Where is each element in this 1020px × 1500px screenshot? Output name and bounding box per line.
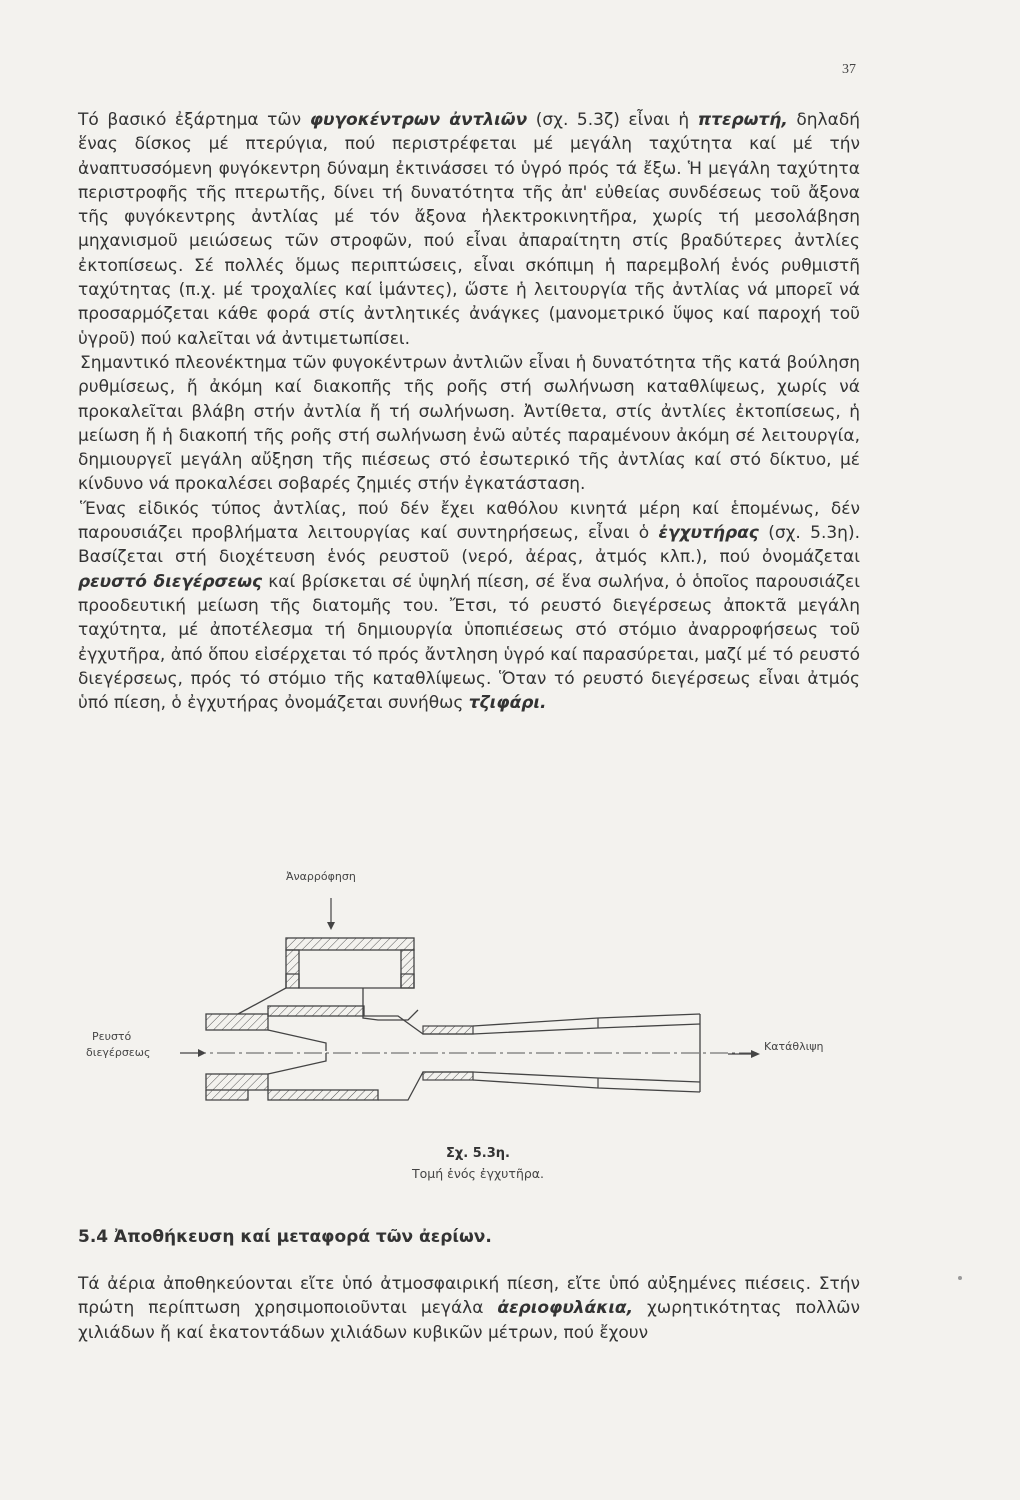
page-number: 37 — [842, 62, 856, 77]
suction-wall-right — [401, 950, 414, 988]
label-drive-fluid-line1: Ρευστό — [92, 1030, 132, 1043]
diffuser-inner-top — [473, 1024, 700, 1034]
nozzle-taper-top — [268, 1030, 326, 1051]
diffuser-outer-bottom — [473, 1080, 700, 1092]
paragraph-1-text-b: (σχ. 5.3ζ) εἶναι ἡ — [527, 110, 698, 130]
nozzle-taper-bottom — [268, 1053, 326, 1074]
body-wall-bottom — [268, 1090, 378, 1100]
body-wall-top — [268, 1006, 364, 1016]
section-text-b: χωρητικότητας πολλῶν χιλιάδων ἤ καί ἑκατοντάδων χιλιάδων κυβικῶν μέτρων, πού ἔχουν — [78, 1298, 860, 1343]
term-tzifari: τζιφάρι. — [468, 693, 547, 714]
paragraph-3-text-b: (σχ. 5.3η). Βασίζεται στή διοχέτευση ἑνός ρευστοῦ (νερό, ἀέρας, ἀτμός κλπ.), πού ὀνομάζεται — [78, 523, 860, 568]
nozzle-upper — [206, 1014, 268, 1030]
section-text-a: Τά ἀέρια ἀποθηκεύονται εἴτε ὑπό ἀτμοσφαιρική πίεση, εἴτε ὑπό αὐξημένες πιέσεις. Στήν πρώτη περίπτωση χρησιμοποιοῦνται μεγάλα — [78, 1274, 860, 1319]
nozzle-base — [206, 1090, 248, 1100]
suction-arrowhead — [327, 922, 335, 930]
suction-wall-left — [286, 950, 299, 988]
paragraph-2: Σημαντικό πλεονέκτημα τῶν φυγοκέντρων ἀντλιῶν εἶναι ἡ δυνατότητα τῆς κατά βούληση ρυθμίσεως, ἤ ἀκόμη καί διακοπῆς τῆς ροῆς στή σωλήνωση καταθλίψεως, χωρίς νά προκαλεῖται βλάβη στήν ἀντλία ἤ τή σωλήνωση. Ἀντίθετα, στίς ἀντλίες ἐκτοπίσεως, ἡ μείωση ἤ ἡ διακοπή τῆς ροῆς στή σωλήνωση ἐνῶ αὐτές παραμένουν ἀκόμη σέ λειτουργία, δημιουργεῖ μεγάλη αὔξηση τῆς πιέσεως στό ἐσωτερικό τῆς ἀντλίας καί στό δίκτυο, μέ κίνδυνο νά προκαλέσει σοβαρές ζημιές στήν ἐγκατάσταση. — [78, 352, 860, 495]
suction-flange — [286, 938, 414, 950]
discharge-arrowhead — [751, 1050, 760, 1058]
label-discharge: Κατάθλιψη — [764, 1040, 824, 1053]
section-heading: 5.4 Ἀποθήκευση καί μεταφορά τῶν ἀερίων. — [78, 1227, 492, 1247]
label-drive-fluid-line2: διεγέρσεως — [86, 1046, 151, 1059]
paragraph-3-text-a: Ἕνας εἰδικός τύπος ἀντλίας, πού δέν ἔχει καθόλου κινητά μέρη καί ἑπομένως, δέν παρουσιάζει προβλήματα λειτουργίας καί συντηρήσεως, εἶναι ὁ — [78, 498, 860, 544]
diffuser-outer-top — [473, 1014, 700, 1026]
term-impeller: πτερωτή, — [697, 110, 788, 130]
figure-caption-number: Σχ. 5.3η. — [446, 1146, 510, 1161]
drive-fluid-arrowhead — [198, 1049, 206, 1057]
paragraph-3-text-c: καί βρίσκεται σέ ὑψηλή πίεση, σέ ἕνα σωλήνα, ὁ ὁποῖος παρουσιάζει προοδευτική μείωση τῆς διατομῆς του. Ἔτσι, τό ρευστό διεγέρσεως ἀποκτᾶ μεγάλη ταχύτητα, μέ ἀποτέλεσμα τή δημιουργία ὑποπιέσεως στό στόμιο ἀναρροφήσεως τοῦ ἐγχυτῆρα, ἀπό ὅπου εἰσέρχεται τό πρός ἄντληση ὑγρό καί παρασύρεται, μαζί μέ τό ρευστό διεγέρσεως, πρός τό στόμιο τῆς καταθλίψεως. Ὅταν τό ρευστό διεγέρσεως εἶναι ἀτμός ὑπό πίεση, ὁ ἐγχυτήρας ὀνομάζεται συνήθως — [78, 571, 860, 714]
paragraph-1-text-c: δηλαδή ἕνας δίσκος μέ πτερύγια, πού περιστρέφεται μέ μεγάλη ταχύτητα καί μέ τήν ἀναπτυσσόμενη φυγόκεντρη δύναμη ἐκτινάσσει τό ὑγρό πρός τά ἔξω. Ἡ μεγάλη ταχύτητα περιστροφῆς τῆς πτερωτῆς, δίνει τή δυνατότητα τῆς ἀπ' εὐθείας συνδέσεως τοῦ ἄξονα τῆς φυγόκεντρης ἀντλίας μέ τόν ἄξονα ἠλεκτροκινητῆρα, χωρίς τή μεσολάβηση μηχανισμοῦ μειώσεως τῶν στροφῶν, πού εἶναι ἀπαραίτητη στίς βραδύτερες ἀντλίες ἐκτοπίσεως. Σέ πολλές ὅμως περιπτώσεις, εἶναι σκόπιμη ἡ παρεμβολή ἑνός ρυθμιστῆ ταχύτητας (π.χ. μέ τροχαλίες καί ἱμάντες), ὥστε ἡ λειτουργία τῆς ἀντλίας νά μπορεῖ νά προσαρμόζεται κάθε φορά στίς ἀντλητικές ἀνάγκες (μανομετρικό ὕψος καί παροχή τοῦ ὑγροῦ) πού καλεῖται νά ἀντιμετωπίσει. — [78, 110, 860, 349]
throat-wall-top — [423, 1026, 473, 1034]
page-speck — [958, 1276, 962, 1280]
section-paragraph — [78, 1272, 860, 1345]
nozzle-lower — [206, 1074, 268, 1090]
paragraph-1 — [78, 108, 860, 351]
main-text — [78, 108, 860, 715]
figure-caption-text: Τομή ἑνός ἐγχυτῆρα. — [411, 1166, 545, 1181]
throat-wall-bottom — [423, 1072, 473, 1080]
term-gasholders: ἀεριοφυλάκια, — [497, 1298, 634, 1319]
paragraph-1-text-a: Τό βασικό ἐξάρτημα τῶν — [78, 110, 310, 130]
section-text — [78, 1272, 860, 1345]
term-drive-fluid: ρευστό διεγέρσεως — [78, 571, 263, 592]
label-suction: Ἀναρρόφηση — [286, 870, 356, 883]
ejector-figure — [78, 868, 878, 1198]
term-centrifugal-pumps: φυγοκέντρων ἀντλιῶν — [309, 110, 528, 130]
paragraph-3 — [78, 497, 860, 716]
diffuser-inner-bottom — [473, 1072, 700, 1082]
term-ejector: ἐγχυτήρας — [658, 523, 759, 544]
